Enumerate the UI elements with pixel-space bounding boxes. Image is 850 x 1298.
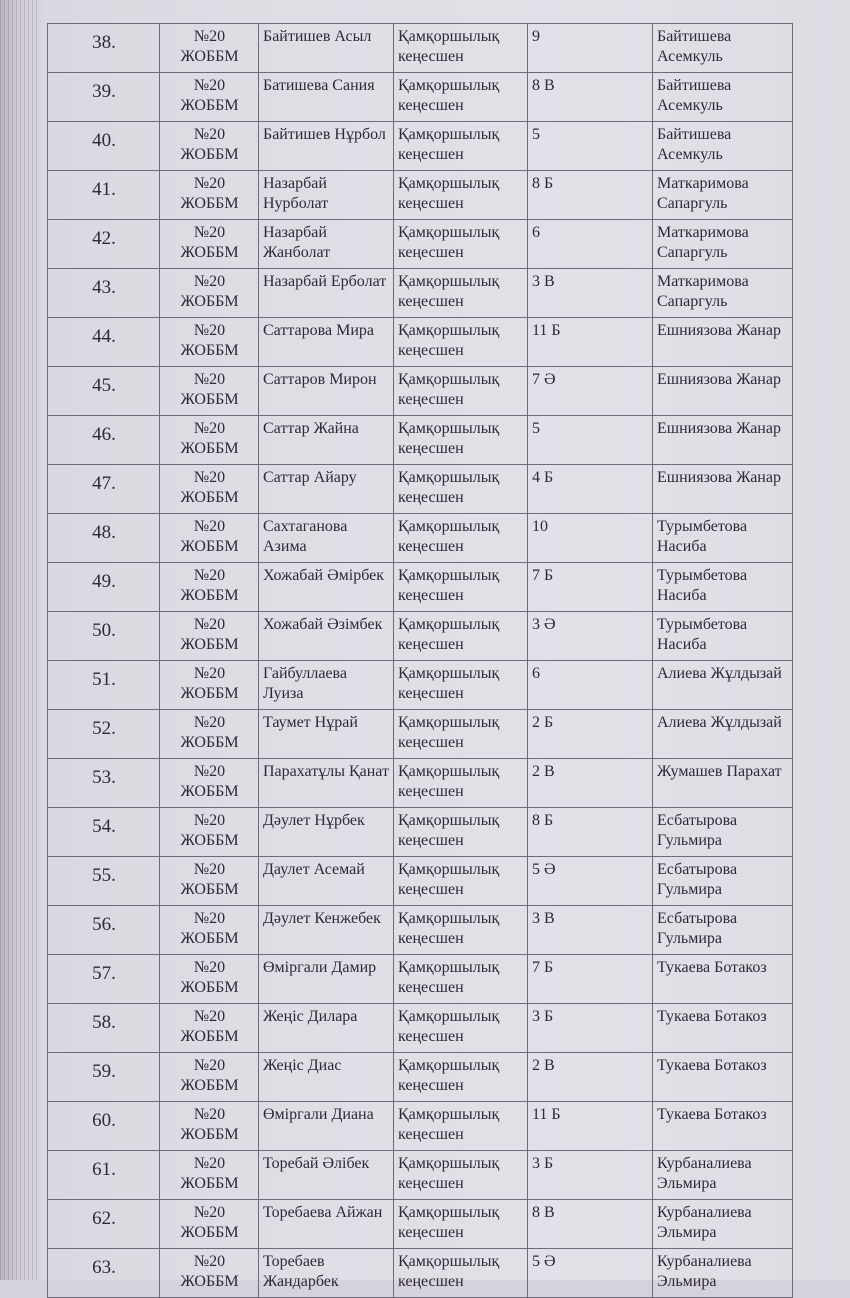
teacher-name: Есбатырова Гульмира [653, 857, 793, 906]
class-grade: 2 Б [528, 710, 653, 759]
row-number: 63. [48, 1249, 160, 1298]
class-grade: 6 [528, 220, 653, 269]
class-grade: 5 Ә [528, 857, 653, 906]
table-row [48, 808, 793, 857]
table-row [48, 759, 793, 808]
school-name: №20 ЖОББМ [160, 24, 259, 73]
school-name: №20 ЖОББМ [160, 710, 259, 759]
student-name: Парахатұлы Қанат [259, 759, 394, 808]
support-method: Қамқоршылық кеңесшен [394, 73, 528, 122]
row-number: 43. [48, 269, 160, 318]
student-name: Хожабай Әзімбек [259, 612, 394, 661]
teacher-name: Байтишева Асемкуль [653, 73, 793, 122]
teacher-name: Курбаналиева Эльмира [653, 1249, 793, 1298]
school-name: №20 ЖОББМ [160, 1151, 259, 1200]
table-row [48, 563, 793, 612]
class-grade: 8 Б [528, 808, 653, 857]
table-row [48, 1004, 793, 1053]
support-method: Қамқоршылық кеңесшен [394, 24, 528, 73]
class-grade: 3 В [528, 906, 653, 955]
row-number: 47. [48, 465, 160, 514]
support-method: Қамқоршылық кеңесшен [394, 220, 528, 269]
student-name: Байтишев Асыл [259, 24, 394, 73]
student-name: Даулет Асемай [259, 857, 394, 906]
row-number: 61. [48, 1151, 160, 1200]
row-number: 40. [48, 122, 160, 171]
table-row [48, 73, 793, 122]
school-name: №20 ЖОББМ [160, 73, 259, 122]
support-method: Қамқоршылық кеңесшен [394, 269, 528, 318]
school-name: №20 ЖОББМ [160, 1053, 259, 1102]
table-row [48, 1053, 793, 1102]
teacher-name: Курбаналиева Эльмира [653, 1200, 793, 1249]
table-row [48, 171, 793, 220]
class-grade: 3 Б [528, 1004, 653, 1053]
student-name: Өміргали Диана [259, 1102, 394, 1151]
class-grade: 11 Б [528, 318, 653, 367]
support-method: Қамқоршылық кеңесшен [394, 1053, 528, 1102]
student-name: Байтишев Нұрбол [259, 122, 394, 171]
row-number: 51. [48, 661, 160, 710]
support-method: Қамқоршылық кеңесшен [394, 1249, 528, 1298]
support-method: Қамқоршылық кеңесшен [394, 1200, 528, 1249]
student-name: Саттар Айару [259, 465, 394, 514]
student-name: Өміргали Дамир [259, 955, 394, 1004]
class-grade: 5 [528, 416, 653, 465]
table-row [48, 220, 793, 269]
row-number: 48. [48, 514, 160, 563]
row-number: 62. [48, 1200, 160, 1249]
table-row [48, 465, 793, 514]
school-name: №20 ЖОББМ [160, 1004, 259, 1053]
support-method: Қамқоршылық кеңесшен [394, 710, 528, 759]
teacher-name: Турымбетова Насиба [653, 563, 793, 612]
student-name: Торебай Әлібек [259, 1151, 394, 1200]
class-grade: 8 Б [528, 171, 653, 220]
table-row [48, 1151, 793, 1200]
row-number: 53. [48, 759, 160, 808]
school-name: №20 ЖОББМ [160, 955, 259, 1004]
support-method: Қамқоршылық кеңесшен [394, 122, 528, 171]
class-grade: 11 Б [528, 1102, 653, 1151]
teacher-name: Маткаримова Сапаргуль [653, 269, 793, 318]
row-number: 54. [48, 808, 160, 857]
student-name: Батишева Сания [259, 73, 394, 122]
table-row [48, 416, 793, 465]
table-row [48, 269, 793, 318]
teacher-name: Тукаева Ботакоз [653, 955, 793, 1004]
school-name: №20 ЖОББМ [160, 465, 259, 514]
student-name: Торебаев Жандарбек [259, 1249, 394, 1298]
table-row [48, 514, 793, 563]
school-name: №20 ЖОББМ [160, 269, 259, 318]
support-method: Қамқоршылық кеңесшен [394, 563, 528, 612]
class-grade: 8 В [528, 1200, 653, 1249]
class-grade: 3 В [528, 269, 653, 318]
table-row [48, 857, 793, 906]
class-grade: 5 Ә [528, 1249, 653, 1298]
support-method: Қамқоршылық кеңесшен [394, 955, 528, 1004]
student-name: Сахтаганова Азима [259, 514, 394, 563]
table-row [48, 710, 793, 759]
support-method: Қамқоршылық кеңесшен [394, 612, 528, 661]
school-name: №20 ЖОББМ [160, 318, 259, 367]
teacher-name: Маткаримова Сапаргуль [653, 171, 793, 220]
teacher-name: Маткаримова Сапаргуль [653, 220, 793, 269]
class-grade: 9 [528, 24, 653, 73]
class-grade: 2 В [528, 759, 653, 808]
student-name: Хожабай Әмірбек [259, 563, 394, 612]
school-name: №20 ЖОББМ [160, 1200, 259, 1249]
teacher-name: Турымбетова Насиба [653, 514, 793, 563]
student-name: Торебаева Айжан [259, 1200, 394, 1249]
row-number: 39. [48, 73, 160, 122]
students-table [47, 23, 793, 1298]
row-number: 41. [48, 171, 160, 220]
row-number: 58. [48, 1004, 160, 1053]
row-number: 56. [48, 906, 160, 955]
row-number: 42. [48, 220, 160, 269]
class-grade: 2 В [528, 1053, 653, 1102]
school-name: №20 ЖОББМ [160, 857, 259, 906]
school-name: №20 ЖОББМ [160, 1102, 259, 1151]
support-method: Қамқоршылық кеңесшен [394, 808, 528, 857]
row-number: 52. [48, 710, 160, 759]
row-number: 59. [48, 1053, 160, 1102]
class-grade: 7 Б [528, 955, 653, 1004]
table-row [48, 1102, 793, 1151]
teacher-name: Ешниязова Жанар [653, 465, 793, 514]
table-row [48, 122, 793, 171]
teacher-name: Ешниязова Жанар [653, 367, 793, 416]
student-name: Жеңіс Диас [259, 1053, 394, 1102]
class-grade: 5 [528, 122, 653, 171]
support-method: Қамқоршылық кеңесшен [394, 1102, 528, 1151]
class-grade: 10 [528, 514, 653, 563]
stacked-pages-edge [0, 0, 40, 1280]
teacher-name: Есбатырова Гульмира [653, 906, 793, 955]
school-name: №20 ЖОББМ [160, 1249, 259, 1298]
school-name: №20 ЖОББМ [160, 220, 259, 269]
table-row [48, 1200, 793, 1249]
teacher-name: Жумашев Парахат [653, 759, 793, 808]
student-name: Саттаров Мирон [259, 367, 394, 416]
table-row [48, 955, 793, 1004]
row-number: 46. [48, 416, 160, 465]
support-method: Қамқоршылық кеңесшен [394, 318, 528, 367]
teacher-name: Ешниязова Жанар [653, 318, 793, 367]
row-number: 49. [48, 563, 160, 612]
table-row [48, 906, 793, 955]
student-name: Назарбай Ерболат [259, 269, 394, 318]
class-grade: 6 [528, 661, 653, 710]
class-grade: 4 Б [528, 465, 653, 514]
support-method: Қамқоршылық кеңесшен [394, 367, 528, 416]
class-grade: 7 Ә [528, 367, 653, 416]
support-method: Қамқоршылық кеңесшен [394, 416, 528, 465]
class-grade: 3 Ә [528, 612, 653, 661]
school-name: №20 ЖОББМ [160, 808, 259, 857]
class-grade: 3 Б [528, 1151, 653, 1200]
school-name: №20 ЖОББМ [160, 906, 259, 955]
school-name: №20 ЖОББМ [160, 759, 259, 808]
support-method: Қамқоршылық кеңесшен [394, 857, 528, 906]
school-name: №20 ЖОББМ [160, 612, 259, 661]
student-name: Дәулет Нұрбек [259, 808, 394, 857]
teacher-name: Есбатырова Гульмира [653, 808, 793, 857]
school-name: №20 ЖОББМ [160, 661, 259, 710]
support-method: Қамқоршылық кеңесшен [394, 171, 528, 220]
table-row [48, 367, 793, 416]
school-name: №20 ЖОББМ [160, 563, 259, 612]
teacher-name: Ешниязова Жанар [653, 416, 793, 465]
class-grade: 8 В [528, 73, 653, 122]
teacher-name: Тукаева Ботакоз [653, 1102, 793, 1151]
support-method: Қамқоршылық кеңесшен [394, 1004, 528, 1053]
row-number: 60. [48, 1102, 160, 1151]
student-name: Жеңіс Дилара [259, 1004, 394, 1053]
student-name: Дәулет Кенжебек [259, 906, 394, 955]
student-name: Саттар Жайна [259, 416, 394, 465]
row-number: 57. [48, 955, 160, 1004]
table-body [48, 24, 793, 1298]
teacher-name: Тукаева Ботакоз [653, 1053, 793, 1102]
support-method: Қамқоршылық кеңесшен [394, 759, 528, 808]
teacher-name: Байтишева Асемкуль [653, 122, 793, 171]
table-row [48, 24, 793, 73]
support-method: Қамқоршылық кеңесшен [394, 661, 528, 710]
table-row [48, 612, 793, 661]
student-name: Гайбуллаева Луиза [259, 661, 394, 710]
student-name: Назарбай Жанболат [259, 220, 394, 269]
table-row [48, 318, 793, 367]
support-method: Қамқоршылық кеңесшен [394, 514, 528, 563]
school-name: №20 ЖОББМ [160, 367, 259, 416]
school-name: №20 ЖОББМ [160, 122, 259, 171]
student-name: Таумет Нұрай [259, 710, 394, 759]
row-number: 38. [48, 24, 160, 73]
support-method: Қамқоршылық кеңесшен [394, 465, 528, 514]
row-number: 44. [48, 318, 160, 367]
support-method: Қамқоршылық кеңесшен [394, 906, 528, 955]
teacher-name: Тукаева Ботакоз [653, 1004, 793, 1053]
row-number: 45. [48, 367, 160, 416]
class-grade: 7 Б [528, 563, 653, 612]
school-name: №20 ЖОББМ [160, 416, 259, 465]
teacher-name: Турымбетова Насиба [653, 612, 793, 661]
teacher-name: Курбаналиева Эльмира [653, 1151, 793, 1200]
row-number: 50. [48, 612, 160, 661]
teacher-name: Байтишева Асемкуль [653, 24, 793, 73]
table-row [48, 661, 793, 710]
student-name: Саттарова Мира [259, 318, 394, 367]
table-row [48, 1249, 793, 1298]
teacher-name: Алиева Жұлдызай [653, 710, 793, 759]
school-name: №20 ЖОББМ [160, 514, 259, 563]
teacher-name: Алиева Жұлдызай [653, 661, 793, 710]
school-name: №20 ЖОББМ [160, 171, 259, 220]
student-name: Назарбай Нурболат [259, 171, 394, 220]
support-method: Қамқоршылық кеңесшен [394, 1151, 528, 1200]
row-number: 55. [48, 857, 160, 906]
